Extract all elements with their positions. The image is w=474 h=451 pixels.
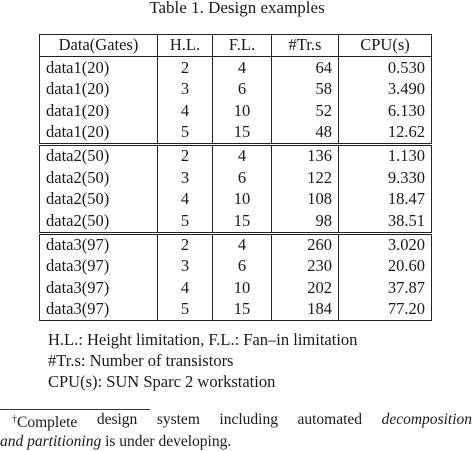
cell-height-limit: 2	[158, 144, 213, 167]
cell-cpu-time: 3.020	[339, 233, 432, 256]
cell-transistors: 64	[272, 57, 339, 79]
footnote-italic-phrase: and partitioning	[0, 433, 102, 450]
cell-data-gates: data1(20)	[40, 100, 158, 121]
cell-transistors: 260	[272, 233, 339, 256]
table-notes	[48, 329, 357, 392]
cell-height-limit: 3	[158, 256, 213, 277]
cell-cpu-time: 9.330	[339, 167, 432, 188]
cell-cpu-time: 20.60	[339, 256, 432, 277]
cell-data-gates: data2(50)	[40, 144, 158, 167]
cell-data-gates: data3(97)	[40, 277, 158, 298]
cell-fanin-limit: 10	[213, 100, 272, 121]
cell-data-gates: data1(20)	[40, 79, 158, 100]
cell-height-limit: 5	[158, 210, 213, 233]
cell-fanin-limit: 10	[213, 189, 272, 210]
cell-fanin-limit: 4	[213, 233, 272, 256]
cell-transistors: 184	[272, 299, 339, 321]
cell-cpu-time: 0.530	[339, 57, 432, 79]
footnote-word: including	[219, 411, 278, 428]
table-body	[40, 57, 432, 321]
table-row	[40, 167, 432, 188]
note-cpu: CPU(s): SUN Sparc 2 workstation	[48, 372, 276, 391]
footnote-marker: †	[12, 414, 17, 425]
cell-cpu-time: 18.47	[339, 189, 432, 210]
cell-data-gates: data1(20)	[40, 57, 158, 79]
cell-fanin-limit: 15	[213, 210, 272, 233]
footnote-line-1	[0, 410, 472, 432]
cell-cpu-time: 6.130	[339, 100, 432, 121]
cell-transistors: 48	[272, 122, 339, 145]
footnote-word: design	[96, 411, 138, 428]
cell-data-gates: data1(20)	[40, 122, 158, 145]
table-row	[40, 277, 432, 298]
table-row	[40, 122, 432, 145]
cell-data-gates: data2(50)	[40, 210, 158, 233]
footnote-word	[12, 410, 77, 432]
footnote-tail: is under developing.	[101, 433, 232, 450]
header-height-limit: H.L.	[158, 35, 213, 57]
note-transistors: #Tr.s: Number of transistors	[48, 351, 234, 370]
cell-transistors: 230	[272, 256, 339, 277]
header-transistors: #Tr.s	[272, 35, 339, 57]
table-row	[40, 210, 432, 233]
cell-height-limit: 3	[158, 167, 213, 188]
cell-data-gates: data3(97)	[40, 233, 158, 256]
cell-data-gates: data2(50)	[40, 189, 158, 210]
cell-fanin-limit: 10	[213, 277, 272, 298]
cell-transistors: 98	[272, 210, 339, 233]
cell-data-gates: data2(50)	[40, 167, 158, 188]
cell-height-limit: 5	[158, 299, 213, 321]
header-fanin-limit: F.L.	[213, 35, 272, 57]
table-row	[40, 57, 432, 79]
table-row	[40, 144, 432, 167]
cell-fanin-limit: 6	[213, 167, 272, 188]
table-row	[40, 79, 432, 100]
cell-cpu-time: 3.490	[339, 79, 432, 100]
table-row	[40, 233, 432, 256]
cell-transistors: 58	[272, 79, 339, 100]
footnote-word-text: Complete	[17, 414, 78, 431]
table-row	[40, 299, 432, 321]
footnote	[0, 410, 474, 451]
cell-fanin-limit: 15	[213, 299, 272, 321]
table-row	[40, 256, 432, 277]
table-header-row	[40, 35, 432, 57]
cell-height-limit: 4	[158, 277, 213, 298]
footnote-word: automated	[297, 411, 363, 428]
cell-cpu-time: 38.51	[339, 210, 432, 233]
header-data-gates: Data(Gates)	[40, 35, 158, 57]
cell-transistors: 108	[272, 189, 339, 210]
footnote-line-2	[0, 432, 474, 451]
cell-height-limit: 2	[158, 233, 213, 256]
cell-fanin-limit: 6	[213, 256, 272, 277]
cell-transistors: 122	[272, 167, 339, 188]
cell-transistors: 52	[272, 100, 339, 121]
cell-fanin-limit: 4	[213, 144, 272, 167]
cell-transistors: 202	[272, 277, 339, 298]
cell-fanin-limit: 15	[213, 122, 272, 145]
cell-height-limit: 2	[158, 57, 213, 79]
footnote-italic-word: decomposition	[381, 411, 472, 428]
footnote-word: system	[156, 411, 200, 428]
cell-cpu-time: 77.20	[339, 299, 432, 321]
cell-cpu-time: 12.62	[339, 122, 432, 145]
cell-height-limit: 3	[158, 79, 213, 100]
header-cpu-time: CPU(s)	[339, 35, 432, 57]
cell-cpu-time: 37.87	[339, 277, 432, 298]
cell-data-gates: data3(97)	[40, 299, 158, 321]
cell-fanin-limit: 6	[213, 79, 272, 100]
table-row	[40, 100, 432, 121]
cell-height-limit: 5	[158, 122, 213, 145]
cell-fanin-limit: 4	[213, 57, 272, 79]
design-examples-table	[39, 34, 432, 321]
cell-transistors: 136	[272, 144, 339, 167]
cell-height-limit: 4	[158, 100, 213, 121]
cell-cpu-time: 1.130	[339, 144, 432, 167]
note-abbreviations: H.L.: Height limitation, F.L.: Fan–in limitation	[48, 330, 358, 349]
table-caption: Table 1. Design examples	[149, 0, 325, 17]
cell-data-gates: data3(97)	[40, 256, 158, 277]
cell-height-limit: 4	[158, 189, 213, 210]
table-row	[40, 189, 432, 210]
